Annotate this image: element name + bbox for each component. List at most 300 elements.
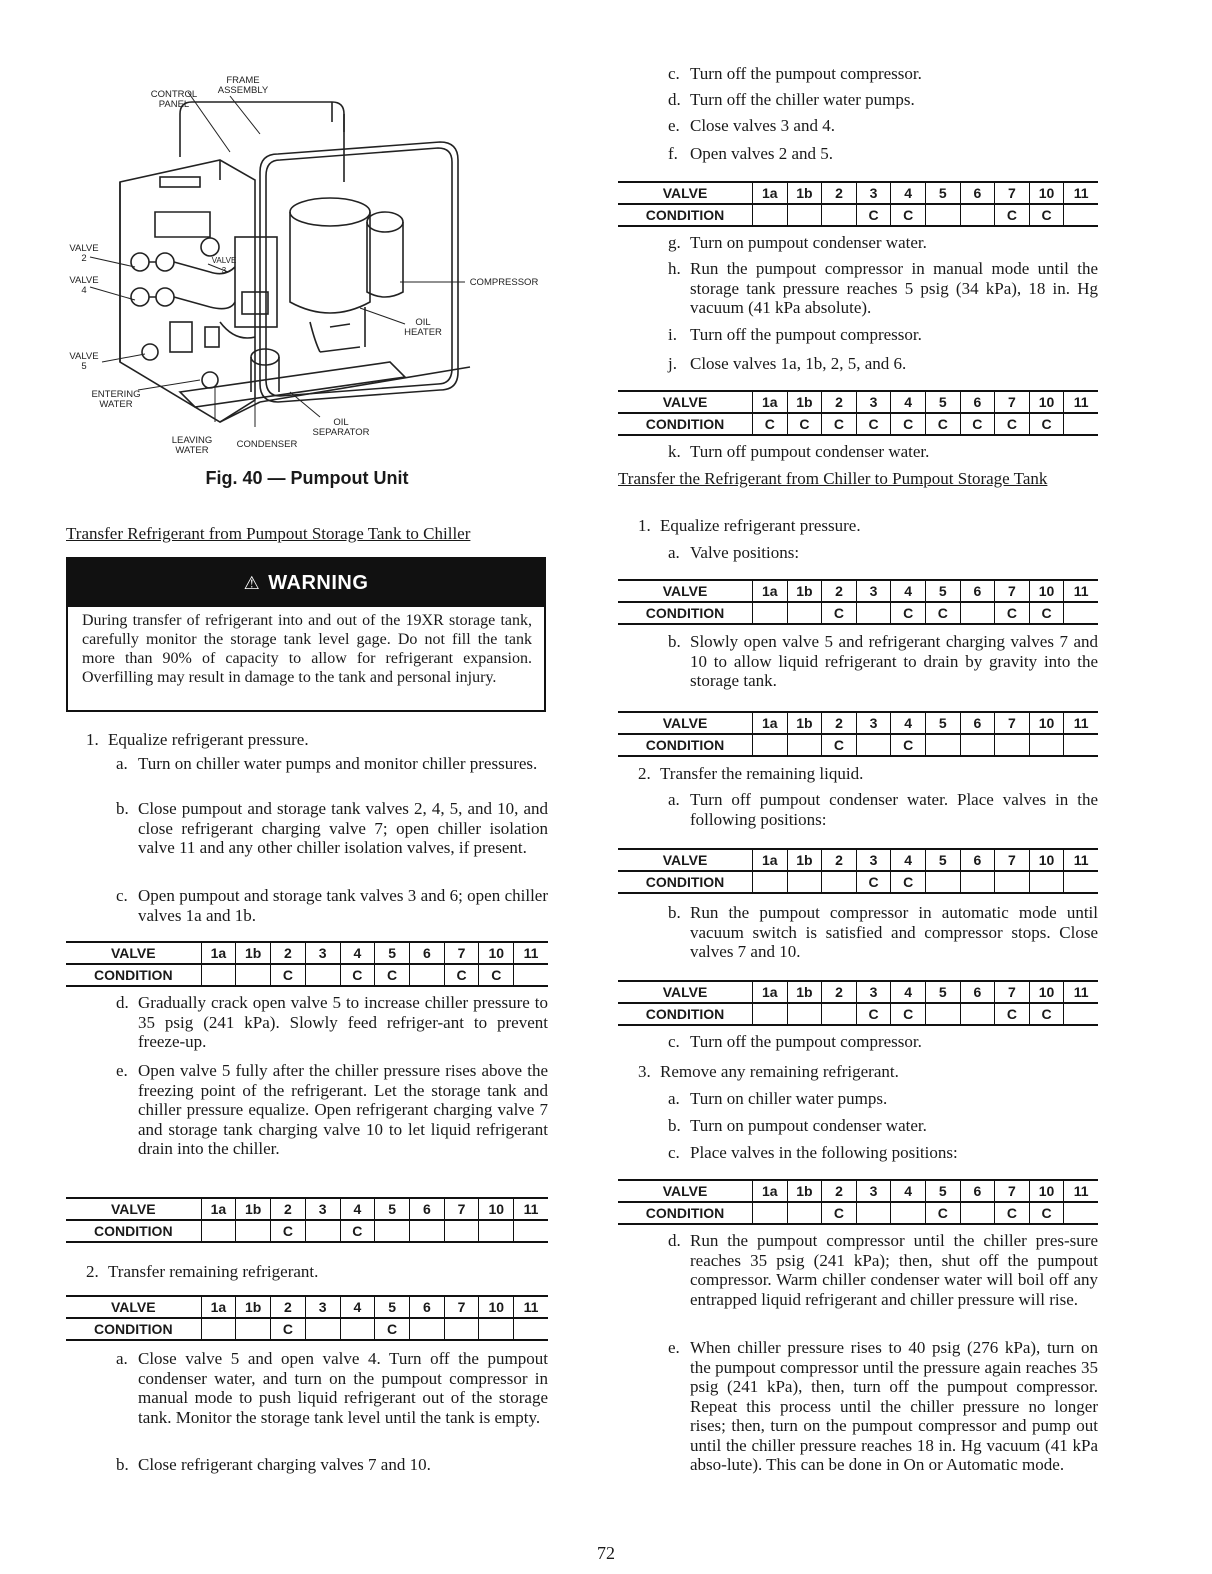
condition-row (66, 1220, 548, 1242)
condition-cell: C (891, 871, 926, 893)
step-h (668, 259, 1098, 318)
condition-cell: C (271, 1318, 306, 1340)
step-label: c. (668, 64, 680, 83)
condition-cell (925, 1003, 960, 1025)
valve-number-cell: 10 (1029, 580, 1064, 602)
valve-number-cell: 4 (340, 1198, 375, 1220)
condition-cell (409, 964, 444, 986)
step-label: a. (116, 754, 128, 773)
step-text: Turn off pumpout condenser water. Place valves in the following positions: (690, 790, 1098, 829)
condition-cell (787, 1202, 822, 1224)
step-s1a (668, 543, 1098, 563)
condition-cell: C (271, 964, 306, 986)
valve-number-cell: 3 (305, 1296, 340, 1318)
valve-table-r5 (618, 848, 1098, 894)
step-label: a. (116, 1349, 128, 1368)
step-label: e. (668, 1338, 680, 1357)
step-text: Turn off the pumpout compressor. (690, 325, 922, 344)
condition-cell (960, 602, 995, 624)
warning-title: WARNING (268, 571, 369, 594)
condition-cell: C (856, 413, 891, 435)
valve-row-label: VALVE (66, 1198, 201, 1220)
step-text: Remove any remaining refrigerant. (660, 1062, 899, 1081)
valve-number-cell: 11 (1064, 981, 1098, 1003)
step-s2 (638, 764, 1098, 784)
valve-number-cell: 2 (822, 182, 857, 204)
step-2 (86, 1262, 548, 1282)
condition-cell (787, 871, 822, 893)
valve-table-l2 (66, 1197, 548, 1243)
condition-cell (995, 734, 1030, 756)
step-text: Transfer remaining refrigerant. (108, 1262, 319, 1281)
valve-table-r2 (618, 390, 1098, 436)
valve-number-cell: 5 (375, 1296, 410, 1318)
valve-number-cell: 2 (271, 942, 306, 964)
step-c (668, 64, 1098, 84)
step-label: e. (668, 116, 680, 135)
valve-number-cell: 5 (925, 712, 960, 734)
condition-row-label: CONDITION (66, 1318, 201, 1340)
condition-cell (891, 1202, 926, 1224)
condition-cell: C (479, 964, 514, 986)
step-s2c (668, 1032, 1098, 1052)
valve-number-cell: 5 (925, 981, 960, 1003)
valve-number-cell: 11 (1064, 580, 1098, 602)
valve-number-cell: 6 (409, 1296, 444, 1318)
valve-number-cell: 4 (340, 1296, 375, 1318)
step-label: 1. (86, 730, 99, 749)
condition-row-label: CONDITION (618, 1202, 753, 1224)
valve-number-cell: 7 (444, 942, 479, 964)
step-1 (86, 730, 548, 750)
condition-cell: C (787, 413, 822, 435)
step-text: Close valve 5 and open valve 4. Turn off the pumpout condenser water, and turn on the pumpout compressor in manual mode to push liquid refrigerant out of the storage tank. Monitor the storage tank level until the tank is empty. (138, 1349, 548, 1427)
step-f (668, 144, 1098, 164)
step-text: Close refrigerant charging valves 7 and 10. (138, 1455, 431, 1474)
condition-cell (479, 1318, 514, 1340)
valve-number-cell: 4 (891, 1180, 926, 1202)
valve-number-cell: 10 (1029, 1180, 1064, 1202)
condition-cell (753, 871, 788, 893)
label-valve-3: VALVE 3 (211, 256, 237, 275)
condition-cell (236, 1318, 271, 1340)
step-g (668, 233, 1098, 253)
condition-cell (787, 204, 822, 226)
condition-cell (1064, 602, 1098, 624)
step-label: d. (668, 90, 681, 109)
valve-number-cell: 4 (891, 712, 926, 734)
step-label: b. (668, 632, 681, 651)
condition-row-label: CONDITION (66, 1220, 201, 1242)
condition-cell: C (960, 413, 995, 435)
step-text: Close valves 3 and 4. (690, 116, 835, 135)
condition-cell: C (891, 413, 926, 435)
valve-header-row (618, 580, 1098, 602)
valve-number-cell: 1a (201, 942, 236, 964)
valve-table-r3 (618, 579, 1098, 625)
step-text: Turn off the pumpout compressor. (690, 1032, 922, 1051)
valve-number-cell: 1a (753, 182, 788, 204)
valve-number-cell: 1b (787, 182, 822, 204)
condition-cell: C (822, 734, 857, 756)
valve-number-cell: 1b (236, 942, 271, 964)
step-label: a. (668, 543, 680, 562)
valve-number-cell: 11 (1064, 849, 1098, 871)
step-text: Run the pumpout compressor in automatic mode until vacuum switch is satisfied and compressor stops. Close valves 7 and 10. (690, 903, 1098, 961)
condition-cell: C (340, 1220, 375, 1242)
condition-row-label: CONDITION (618, 871, 753, 893)
condition-cell: C (995, 204, 1030, 226)
valve-number-cell: 1a (201, 1198, 236, 1220)
step-s3d (668, 1231, 1098, 1309)
condition-cell (1029, 734, 1064, 756)
valve-number-cell: 6 (960, 981, 995, 1003)
step-1c (116, 886, 548, 925)
valve-number-cell: 1b (236, 1296, 271, 1318)
condition-row (618, 734, 1098, 756)
condition-cell (1029, 871, 1064, 893)
section-heading-tank-to-chiller: Transfer Refrigerant from Pumpout Storage Tank to Chiller (66, 524, 471, 543)
condition-row (618, 1202, 1098, 1224)
valve-number-cell: 1a (753, 391, 788, 413)
valve-header-row (618, 712, 1098, 734)
valve-number-cell: 6 (409, 1198, 444, 1220)
condition-row (618, 413, 1098, 435)
step-label: a. (668, 790, 680, 809)
label-valve-2: VALVE 2 (69, 243, 99, 264)
warning-header (68, 559, 544, 607)
condition-cell (753, 1003, 788, 1025)
label-valve-5: VALVE 5 (69, 351, 99, 372)
valve-number-cell: 1b (787, 580, 822, 602)
valve-number-cell: 4 (891, 391, 926, 413)
step-text: Slowly open valve 5 and refrigerant charging valves 7 and 10 to allow liquid refrigerant to drain by gravity into the storage tank. (690, 632, 1098, 690)
valve-row-label: VALVE (618, 580, 753, 602)
valve-number-cell: 1b (787, 849, 822, 871)
condition-cell: C (856, 871, 891, 893)
label-frame-assembly: FRAME ASSEMBLY (217, 75, 269, 96)
valve-number-cell: 10 (479, 1296, 514, 1318)
valve-number-cell: 4 (891, 182, 926, 204)
valve-number-cell: 3 (856, 981, 891, 1003)
condition-cell (1064, 1202, 1098, 1224)
condition-cell: C (891, 1003, 926, 1025)
warning-text: During transfer of refrigerant into and out of the 19XR storage tank, carefully monitor the storage tank level gage. Do not fill the tank more than 90% of capacity to allow for refrigerant expansion. Overfilling may result in damage to the tank and personal injury. (82, 612, 532, 686)
condition-cell: C (753, 413, 788, 435)
condition-cell: C (995, 602, 1030, 624)
step-label: 3. (638, 1062, 651, 1081)
step-text: Turn on pumpout condenser water. (690, 1116, 927, 1135)
condition-cell: C (822, 602, 857, 624)
step-s1b (668, 632, 1098, 691)
valve-number-cell: 2 (822, 849, 857, 871)
valve-number-cell: 1b (787, 981, 822, 1003)
condition-cell: C (925, 602, 960, 624)
step-label: d. (116, 993, 129, 1012)
condition-row-label: CONDITION (618, 204, 753, 226)
step-label: f. (668, 144, 678, 163)
condition-cell (960, 734, 995, 756)
step-s2a (668, 790, 1098, 829)
step-text: When chiller pressure rises to 40 psig (276 kPa), turn on the pumpout compressor until the pressure again reaches 35 psig (241 kPa), then, turn off the pumpout compressor. Repeat this process until the chiller pressure no longer rises; then, turn on the pumpout compressor and pump out until the chiller pressure reaches 18 in. Hg vacuum (41 kPa abso-lute). This can be done in On or Automatic mode. (690, 1338, 1098, 1474)
valve-number-cell: 3 (856, 580, 891, 602)
label-oil-separator: OIL SEPARATOR (312, 417, 370, 438)
label-entering-water: ENTERING WATER (91, 389, 141, 410)
valve-row-label: VALVE (66, 942, 201, 964)
condition-cell: C (925, 413, 960, 435)
step-label: b. (116, 1455, 129, 1474)
step-text: Transfer the remaining liquid. (660, 764, 864, 783)
valve-number-cell: 1a (201, 1296, 236, 1318)
valve-number-cell: 5 (375, 1198, 410, 1220)
condition-cell (787, 1003, 822, 1025)
valve-header-row (618, 1180, 1098, 1202)
label-oil-heater: OIL HEATER (404, 317, 442, 338)
valve-row-label: VALVE (618, 391, 753, 413)
valve-number-cell: 11 (1064, 1180, 1098, 1202)
valve-number-cell: 11 (1064, 182, 1098, 204)
condition-cell (1064, 871, 1098, 893)
condition-cell (409, 1318, 444, 1340)
condition-cell: C (1029, 204, 1064, 226)
condition-cell: C (856, 1003, 891, 1025)
condition-cell: C (822, 1202, 857, 1224)
step-text: Turn on chiller water pumps. (690, 1089, 888, 1108)
condition-cell (960, 871, 995, 893)
valve-number-cell: 1a (753, 712, 788, 734)
valve-table-r4 (618, 711, 1098, 757)
step-label: j. (668, 354, 677, 373)
valve-number-cell: 10 (479, 942, 514, 964)
condition-cell (753, 602, 788, 624)
condition-cell (409, 1220, 444, 1242)
valve-number-cell: 5 (375, 942, 410, 964)
valve-number-cell: 3 (856, 712, 891, 734)
condition-cell (856, 734, 891, 756)
valve-number-cell: 10 (1029, 849, 1064, 871)
condition-cell (753, 1202, 788, 1224)
warning-box (66, 557, 546, 712)
valve-number-cell: 7 (444, 1296, 479, 1318)
condition-cell (925, 871, 960, 893)
valve-row-label: VALVE (618, 1180, 753, 1202)
step-j (668, 354, 1098, 374)
step-label: h. (668, 259, 681, 278)
valve-number-cell: 6 (960, 1180, 995, 1202)
valve-table-l3 (66, 1295, 548, 1341)
condition-cell (1064, 204, 1098, 226)
step-e (668, 116, 1098, 136)
valve-header-row (618, 182, 1098, 204)
valve-number-cell: 2 (822, 712, 857, 734)
step-text: Equalize refrigerant pressure. (660, 516, 861, 535)
step-label: b. (668, 903, 681, 922)
step-text: Turn off pumpout condenser water. (690, 442, 930, 461)
step-s3 (638, 1062, 1098, 1082)
valve-number-cell: 10 (1029, 182, 1064, 204)
valve-number-cell: 6 (960, 391, 995, 413)
valve-row-label: VALVE (618, 849, 753, 871)
condition-cell (753, 204, 788, 226)
valve-number-cell: 4 (891, 849, 926, 871)
valve-number-cell: 3 (305, 1198, 340, 1220)
valve-number-cell: 1a (753, 1180, 788, 1202)
condition-cell: C (1029, 1003, 1064, 1025)
step-s3a (668, 1089, 1098, 1109)
step-text: Turn off the pumpout compressor. (690, 64, 922, 83)
valve-header-row (618, 849, 1098, 871)
valve-number-cell: 1b (236, 1198, 271, 1220)
condition-cell (305, 1220, 340, 1242)
label-compressor: COMPRESSOR (469, 277, 539, 288)
condition-cell (444, 1318, 479, 1340)
valve-number-cell: 10 (479, 1198, 514, 1220)
condition-row (66, 1318, 548, 1340)
step-text: Place valves in the following positions: (690, 1143, 958, 1162)
valve-number-cell: 7 (995, 580, 1030, 602)
condition-cell (960, 1003, 995, 1025)
step-text: Run the pumpout compressor until the chiller pres-sure reaches 35 psig (241 kPa); then, shut off the pumpout compressor. Warm chiller condenser water will boil off any entrapped liquid refrigerant and chiller pressure will rise. (690, 1231, 1098, 1309)
valve-row-label: VALVE (66, 1296, 201, 1318)
step-label: i. (668, 325, 677, 344)
condition-cell (960, 204, 995, 226)
condition-cell (305, 964, 340, 986)
valve-number-cell: 1a (753, 981, 788, 1003)
step-label: b. (668, 1116, 681, 1135)
valve-number-cell: 4 (340, 942, 375, 964)
condition-cell: C (1029, 602, 1064, 624)
valve-number-cell: 10 (1029, 391, 1064, 413)
condition-cell (514, 964, 548, 986)
condition-cell (787, 602, 822, 624)
valve-number-cell: 3 (856, 1180, 891, 1202)
step-text: Turn on chiller water pumps and monitor chiller pressures. (138, 754, 538, 773)
valve-number-cell: 5 (925, 580, 960, 602)
valve-number-cell: 5 (925, 182, 960, 204)
valve-number-cell: 11 (1064, 712, 1098, 734)
condition-cell (305, 1318, 340, 1340)
condition-cell (1064, 734, 1098, 756)
step-text: Close valves 1a, 1b, 2, 5, and 6. (690, 354, 907, 373)
valve-number-cell: 3 (856, 849, 891, 871)
valve-table-r6 (618, 980, 1098, 1026)
valve-number-cell: 5 (925, 391, 960, 413)
valve-table-r1 (618, 181, 1098, 227)
valve-row-label: VALVE (618, 182, 753, 204)
step-1a (116, 754, 548, 774)
valve-number-cell: 6 (960, 182, 995, 204)
label-leaving-water: LEAVING WATER (171, 435, 213, 456)
valve-table-r7 (618, 1179, 1098, 1225)
condition-cell (201, 964, 236, 986)
condition-cell (787, 734, 822, 756)
condition-row-label: CONDITION (618, 1003, 753, 1025)
valve-number-cell: 2 (271, 1296, 306, 1318)
valve-number-cell: 4 (891, 981, 926, 1003)
condition-row (618, 871, 1098, 893)
condition-cell (236, 1220, 271, 1242)
valve-number-cell: 6 (409, 942, 444, 964)
step-label: 2. (638, 764, 651, 783)
valve-header-row (618, 981, 1098, 1003)
valve-number-cell: 1a (753, 580, 788, 602)
condition-cell: C (995, 413, 1030, 435)
condition-cell: C (1029, 413, 1064, 435)
step-text: Gradually crack open valve 5 to increase chiller pressure to 35 psig (241 kPa). Slowly feed refriger-ant to prevent freeze-up. (138, 993, 548, 1051)
condition-cell (236, 964, 271, 986)
condition-cell (925, 734, 960, 756)
step-2b (116, 1455, 548, 1475)
valve-number-cell: 2 (822, 1180, 857, 1202)
valve-header-row (66, 1296, 548, 1318)
label-condenser: CONDENSER (236, 439, 298, 450)
step-1b (116, 799, 548, 858)
condition-cell (995, 871, 1030, 893)
step-label: e. (116, 1061, 128, 1080)
condition-row (618, 204, 1098, 226)
step-label: a. (668, 1089, 680, 1108)
step-text: Turn on pumpout condenser water. (690, 233, 927, 252)
figure-caption: Fig. 40 — Pumpout Unit (205, 468, 409, 488)
valve-number-cell: 7 (444, 1198, 479, 1220)
condition-cell (514, 1318, 548, 1340)
section-heading-chiller-to-tank: Transfer the Refrigerant from Chiller to Pumpout Storage Tank (618, 469, 1048, 488)
valve-number-cell: 7 (995, 1180, 1030, 1202)
step-text: Valve positions: (690, 543, 800, 562)
condition-cell (925, 204, 960, 226)
condition-row-label: CONDITION (618, 734, 753, 756)
condition-cell: C (856, 204, 891, 226)
condition-cell (201, 1318, 236, 1340)
step-s2b (668, 903, 1098, 962)
step-label: b. (116, 799, 129, 818)
valve-number-cell: 2 (271, 1198, 306, 1220)
warning-triangle-icon: ⚠ (243, 572, 261, 593)
condition-cell: C (340, 964, 375, 986)
condition-cell: C (995, 1202, 1030, 1224)
step-label: k. (668, 442, 681, 461)
step-label: c. (116, 886, 128, 905)
valve-number-cell: 1a (753, 849, 788, 871)
condition-cell: C (822, 413, 857, 435)
valve-number-cell: 7 (995, 849, 1030, 871)
step-1e (116, 1061, 548, 1159)
condition-row-label: CONDITION (618, 413, 753, 435)
condition-cell (201, 1220, 236, 1242)
valve-number-cell: 7 (995, 182, 1030, 204)
condition-cell: C (925, 1202, 960, 1224)
valve-number-cell: 2 (822, 580, 857, 602)
valve-number-cell: 4 (891, 580, 926, 602)
condition-cell (822, 871, 857, 893)
condition-cell (375, 1220, 410, 1242)
condition-cell (1064, 413, 1098, 435)
condition-row (66, 964, 548, 986)
valve-number-cell: 7 (995, 712, 1030, 734)
valve-number-cell: 11 (514, 1296, 548, 1318)
condition-cell (822, 204, 857, 226)
valve-number-cell: 5 (925, 849, 960, 871)
step-text: Equalize refrigerant pressure. (108, 730, 309, 749)
label-control-panel: CONTROL PANEL (150, 89, 198, 110)
condition-cell: C (375, 964, 410, 986)
valve-header-row (66, 1198, 548, 1220)
valve-header-row (66, 942, 548, 964)
step-s1 (638, 516, 1098, 536)
step-text: Run the pumpout compressor in manual mode until the storage tank pressure reaches 5 psig (34 kPa), 18 in. Hg vacuum (41 kPa absolute). (690, 259, 1098, 317)
condition-row-label: CONDITION (618, 602, 753, 624)
valve-header-row (618, 391, 1098, 413)
